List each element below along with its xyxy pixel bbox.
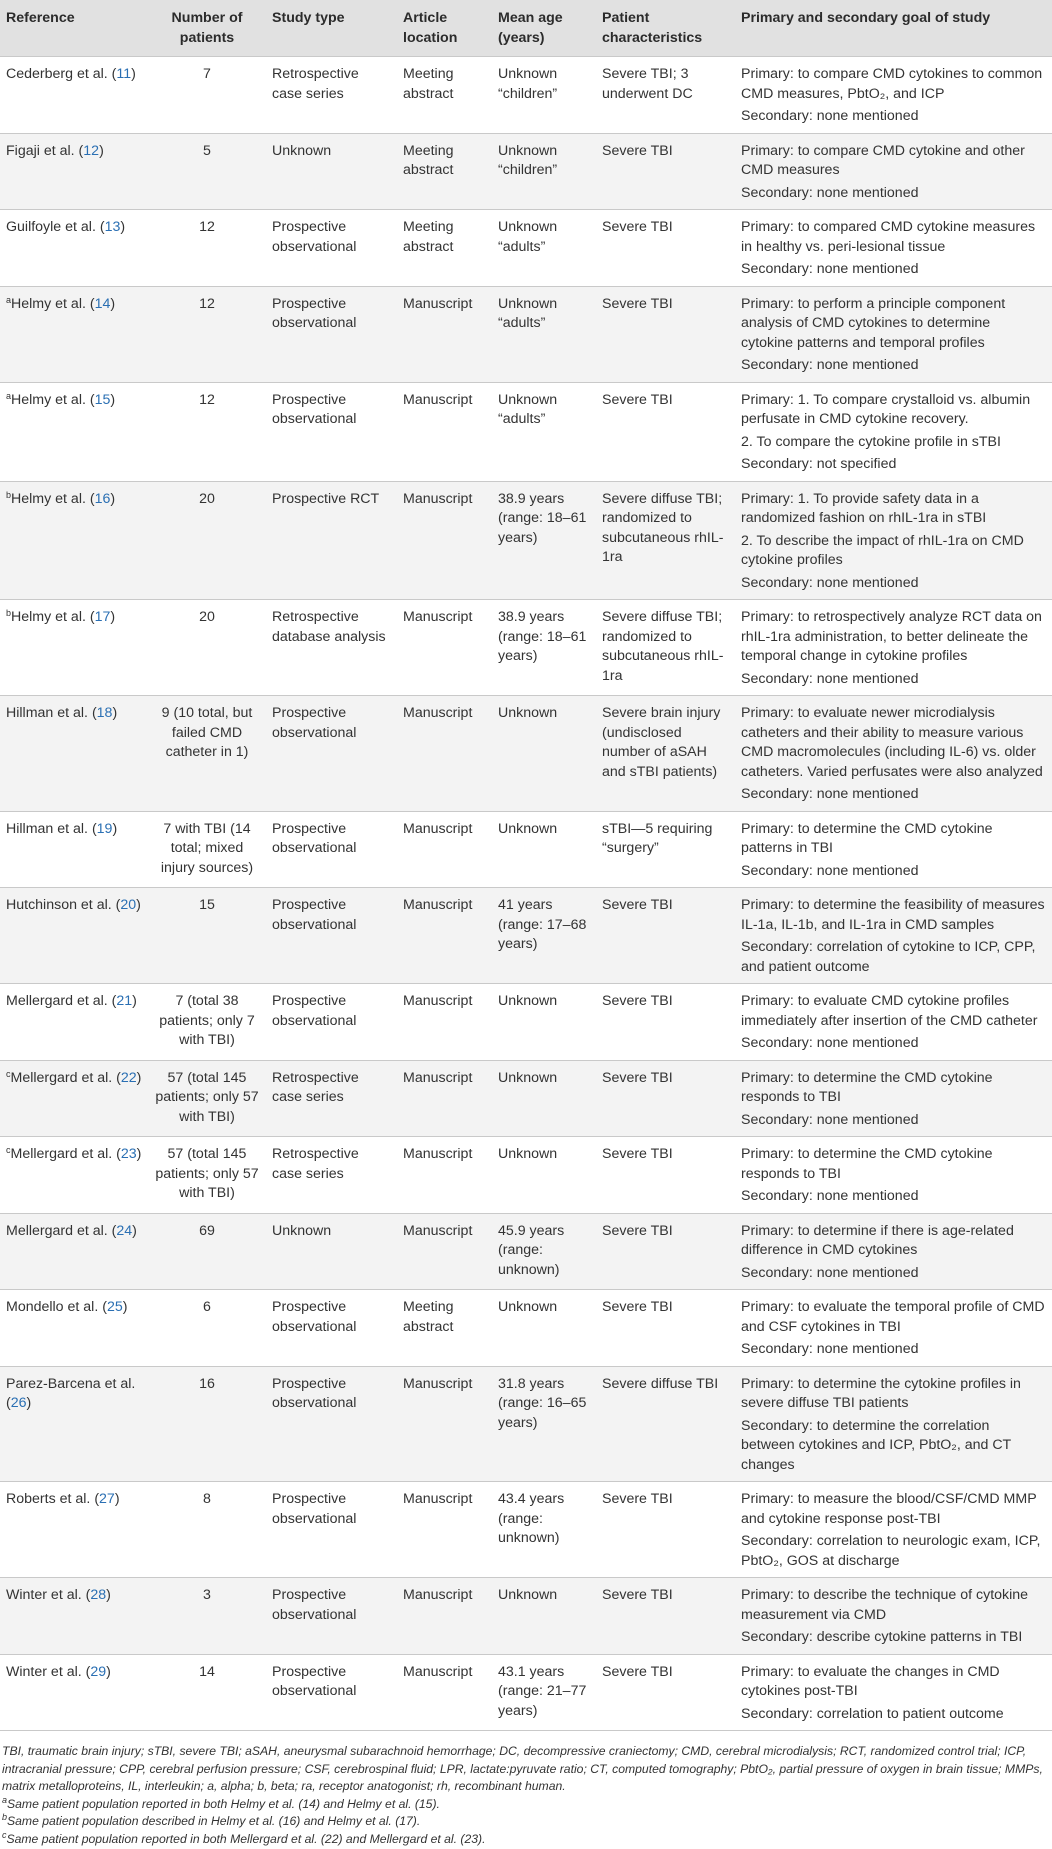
goal-cell: [735, 1290, 1052, 1367]
patient-characteristics-cell: Severe TBI: [602, 1222, 673, 1239]
reference-cell: [0, 984, 148, 1061]
patients-cell: 20: [199, 490, 215, 507]
reference-close: ): [99, 142, 104, 159]
mean-age-cell: 31.8 years (range: 16–65 years): [498, 1375, 587, 1431]
study-type-cell: Prospective observational: [272, 219, 357, 255]
footnote-marker: a: [6, 294, 12, 305]
reference-close: ): [131, 66, 136, 82]
patient-characteristics-cell: Severe TBI: [602, 1069, 673, 1086]
article-location-cell: Meeting abstract: [403, 1299, 454, 1335]
patients-cell: 6: [203, 1299, 211, 1315]
reference-author: Helmy et al. (: [11, 490, 95, 507]
reference-cell: [0, 1213, 148, 1290]
patient-characteristics-cell: Severe TBI: [602, 295, 673, 312]
footnote-b-marker: b: [2, 1812, 8, 1823]
goal-line: Secondary: not specified: [741, 456, 897, 472]
goal-cell: [735, 1213, 1052, 1290]
article-location-cell: Manuscript: [403, 820, 473, 837]
patients-cell: 7 with TBI (14 total; mixed injury sources): [160, 820, 254, 876]
footnote-marker: b: [6, 489, 12, 500]
patients-cell: 57 (total 145 patients; only 57 with TBI): [155, 1069, 259, 1125]
article-location-cell: Manuscript: [403, 391, 473, 408]
mean-age-cell: Unknown “adults”: [498, 295, 558, 331]
goal-line: Secondary: correlation of cytokine to ICP, CPP, and patient outcome: [741, 939, 1036, 975]
reference-author: Figaji et al. (: [6, 142, 84, 159]
reference-close: ): [136, 1069, 142, 1086]
study-type-cell: Unknown: [272, 1222, 332, 1239]
reference-citation-link[interactable]: 14: [94, 295, 111, 312]
mean-age-cell: Unknown “children”: [498, 66, 558, 102]
table-row: [0, 481, 1052, 600]
goal-line: Secondary: describe cytokine patterns in TBI: [741, 1629, 1023, 1645]
header-number-of-patients: Number of patients: [171, 10, 243, 46]
goal-cell: [735, 811, 1052, 888]
article-location-cell: Manuscript: [403, 705, 473, 721]
patient-characteristics-cell: Severe TBI; 3 underwent DC: [602, 66, 693, 102]
goal-line: Secondary: none mentioned: [741, 184, 919, 201]
patients-cell: 8: [203, 1491, 211, 1507]
article-location-cell: Manuscript: [403, 1663, 473, 1680]
goal-cell: [735, 696, 1052, 812]
table-row: [0, 382, 1052, 481]
reference-close: ): [132, 993, 137, 1009]
goal-line: Primary: to compared CMD cytokine measures in healthy vs. peri-lesional tissue: [741, 219, 1036, 255]
mean-age-cell: 43.1 years (range: 21–77 years): [498, 1663, 587, 1719]
reference-citation-link[interactable]: 21: [116, 993, 133, 1009]
reference-cell: [0, 1290, 148, 1367]
table-row: [0, 1060, 1052, 1137]
reference-author: Roberts et al. (: [6, 1491, 100, 1507]
reference-author: Helmy et al. (: [11, 391, 95, 408]
reference-author: Mellergard et al. (: [10, 1069, 121, 1086]
reference-cell: [0, 1654, 148, 1731]
reference-close: ): [110, 490, 116, 507]
table-row: [0, 888, 1052, 984]
reference-author: Hillman et al. (: [6, 820, 97, 837]
study-type-cell: Prospective observational: [272, 820, 357, 856]
goal-cell: [735, 1366, 1052, 1482]
study-type-cell: Prospective observational: [272, 1299, 357, 1335]
reference-close: ): [122, 1299, 128, 1315]
footnote-marker: a: [6, 390, 12, 401]
reference-cell: [0, 696, 148, 812]
reference-author: Mellergard et al. (: [6, 1222, 117, 1239]
header-article-location: Article location: [403, 10, 458, 46]
goal-line: Secondary: to determine the correlation between cytokines and ICP, PbtO₂, and CT changes: [741, 1417, 1011, 1473]
table-row: [0, 210, 1052, 287]
article-location-cell: Manuscript: [403, 609, 473, 625]
reference-author: Hillman et al. (: [6, 705, 97, 721]
goal-line: Secondary: correlation to neurologic exam, ICP, PbtO₂, GOS at discharge: [741, 1533, 1041, 1569]
table-footnotes: [0, 1731, 1052, 1849]
patient-characteristics-cell: Severe TBI: [602, 219, 673, 235]
patients-cell: 16: [199, 1375, 215, 1392]
study-type-cell: Prospective observational: [272, 391, 357, 427]
article-location-cell: Meeting abstract: [403, 66, 454, 102]
header-study-type: Study type: [272, 10, 345, 26]
reference-author: Helmy et al. (: [11, 609, 95, 625]
goal-line: Primary: 1. To compare crystalloid vs. albumin perfusate in CMD cytokine recovery.: [741, 391, 1031, 427]
goal-line: Primary: to retrospectively analyze RCT data on rhIL-1ra administration, to better delineate the temporal change in cytokine profiles: [741, 609, 1042, 664]
reference-close: ): [136, 897, 141, 913]
reference-close: ): [26, 1395, 32, 1411]
header-reference: Reference: [6, 10, 75, 26]
mean-age-cell: Unknown: [498, 1587, 558, 1603]
article-location-cell: Manuscript: [403, 295, 473, 312]
mean-age-cell: 38.9 years (range: 18–61 years): [498, 609, 587, 664]
goal-line: Primary: to compare CMD cytokine and other CMD measures: [741, 142, 1025, 178]
goal-cell: [735, 481, 1052, 600]
patient-characteristics-cell: Severe TBI: [602, 897, 673, 913]
article-location-cell: Manuscript: [403, 490, 473, 507]
goal-cell: [735, 888, 1052, 984]
patients-cell: 57 (total 145 patients; only 57 with TBI): [155, 1146, 259, 1201]
reference-citation-link[interactable]: 28: [90, 1587, 107, 1603]
reference-cell: [0, 481, 148, 600]
article-location-cell: Manuscript: [403, 1587, 473, 1603]
footnote-b-text: Same patient population described in Helmy et al. (16) and Helmy et al. (17).: [7, 1814, 421, 1829]
patient-characteristics-cell: Severe diffuse TBI; randomized to subcutaneous rhIL-1ra: [602, 609, 724, 684]
patients-cell: 12: [199, 219, 215, 235]
goal-line: Primary: to evaluate CMD cytokine profiles immediately after insertion of the CMD catheter: [741, 993, 1038, 1029]
mean-age-cell: Unknown: [498, 1146, 558, 1162]
table-row: [0, 286, 1052, 382]
reference-close: ): [110, 609, 116, 625]
footnote-marker: c: [6, 1068, 11, 1079]
table-row: [0, 1366, 1052, 1482]
goal-line: Primary: to determine the feasibility of measures IL-1a, IL-1b, and IL-1ra in CMD samples: [741, 897, 1045, 933]
study-type-cell: Prospective RCT: [272, 490, 380, 507]
patient-characteristics-cell: Severe diffuse TBI: [602, 1375, 719, 1392]
goal-cell: [735, 57, 1052, 134]
footnote-a: [2, 1796, 1050, 1814]
goal-line: Secondary: none mentioned: [741, 862, 919, 879]
article-location-cell: Meeting abstract: [403, 142, 454, 178]
reference-cell: [0, 1578, 148, 1655]
goal-line: Secondary: none mentioned: [741, 1035, 919, 1051]
table-row: [0, 1578, 1052, 1655]
footnote-a-text: Same patient population reported in both Helmy et al. (14) and Helmy et al. (15).: [7, 1796, 440, 1811]
reference-citation-link[interactable]: 29: [90, 1663, 107, 1680]
mean-age-cell: Unknown: [498, 705, 558, 721]
study-type-cell: Prospective observational: [272, 705, 357, 741]
goal-line: Primary: to determine the CMD cytokine responds to TBI: [741, 1146, 993, 1182]
reference-close: ): [110, 391, 116, 408]
patient-characteristics-cell: Severe TBI: [602, 1299, 673, 1315]
reference-cell: [0, 57, 148, 134]
article-location-cell: Manuscript: [403, 1146, 473, 1162]
goal-cell: [735, 382, 1052, 481]
reference-author: Mondello et al. (: [6, 1299, 107, 1315]
table-header: [0, 0, 1052, 57]
reference-cell: [0, 888, 148, 984]
study-type-cell: Prospective observational: [272, 295, 357, 331]
article-location-cell: Manuscript: [403, 1222, 473, 1239]
patient-characteristics-cell: Severe TBI: [602, 142, 673, 159]
article-location-cell: Manuscript: [403, 993, 473, 1009]
mean-age-cell: 38.9 years (range: 18–61 years): [498, 490, 587, 546]
goal-cell: [735, 1654, 1052, 1731]
study-type-cell: Prospective observational: [272, 993, 357, 1029]
study-type-cell: Retrospective database analysis: [272, 609, 386, 645]
goal-line: Secondary: none mentioned: [741, 1188, 919, 1204]
reference-citation-link[interactable]: 12: [83, 142, 100, 159]
study-type-cell: Unknown: [272, 142, 332, 159]
reference-cell: [0, 600, 148, 696]
patient-characteristics-cell: Severe brain injury (undisclosed number of aSAH and sTBI patients): [602, 705, 721, 780]
article-location-cell: Manuscript: [403, 1375, 473, 1392]
reference-cell: [0, 1060, 148, 1137]
patient-characteristics-cell: Severe TBI: [602, 1587, 673, 1603]
reference-author: Mellergard et al. (: [6, 993, 117, 1009]
reference-author: Cederberg et al. (: [6, 66, 117, 82]
goal-line: Secondary: none mentioned: [741, 108, 919, 124]
mean-age-cell: Unknown: [498, 1069, 558, 1086]
study-type-cell: Prospective observational: [272, 1587, 357, 1623]
patients-cell: 7: [203, 66, 211, 82]
header-goal: Primary and secondary goal of study: [741, 10, 991, 26]
patient-characteristics-cell: Severe diffuse TBI; randomized to subcutaneous rhIL-1ra: [602, 490, 724, 565]
reference-citation-link[interactable]: 11: [116, 66, 132, 82]
mean-age-cell: 41 years (range: 17–68 years): [498, 897, 587, 952]
goal-cell: [735, 286, 1052, 382]
goal-line: Secondary: none mentioned: [741, 357, 919, 373]
reference-close: ): [112, 820, 118, 837]
mean-age-cell: Unknown: [498, 1299, 558, 1315]
footnote-b: [2, 1813, 1050, 1831]
reference-author: Winter et al. (: [6, 1587, 91, 1603]
table-row: [0, 696, 1052, 812]
reference-cell: [0, 1482, 148, 1578]
reference-close: ): [106, 1587, 111, 1603]
table-row: [0, 811, 1052, 888]
goal-line: Primary: to determine the CMD cytokine responds to TBI: [741, 1069, 993, 1105]
goal-line: Primary: to determine the CMD cytokine patterns in TBI: [741, 820, 993, 856]
goal-line: Secondary: none mentioned: [741, 1341, 919, 1357]
article-location-cell: Manuscript: [403, 897, 473, 913]
table-row: [0, 600, 1052, 696]
reference-close: ): [132, 1222, 137, 1239]
footnote-marker: c: [6, 1145, 11, 1155]
table-row: [0, 57, 1052, 134]
goal-cell: [735, 133, 1052, 210]
reference-close: ): [120, 219, 126, 235]
reference-author: Hutchinson et al. (: [6, 897, 121, 913]
goal-line: Primary: to determine the cytokine profiles in severe diffuse TBI patients: [741, 1375, 1021, 1411]
table-row: [0, 984, 1052, 1061]
footnote-a-marker: a: [2, 1794, 8, 1805]
reference-cell: [0, 382, 148, 481]
reference-close: ): [106, 1663, 111, 1680]
reference-author: Helmy et al. (: [11, 295, 95, 312]
reference-cell: [0, 210, 148, 287]
study-type-cell: Prospective observational: [272, 1663, 357, 1699]
study-type-cell: Retrospective case series: [272, 1146, 359, 1182]
patients-cell: 14: [199, 1663, 215, 1680]
patients-cell: 15: [199, 897, 215, 913]
patient-characteristics-cell: Severe TBI: [602, 1663, 673, 1680]
footnote-c-marker: c: [2, 1829, 7, 1840]
article-location-cell: Meeting abstract: [403, 219, 454, 255]
reference-citation-link[interactable]: 13: [104, 219, 121, 235]
reference-citation-link[interactable]: 22: [120, 1069, 137, 1086]
goal-line: Secondary: none mentioned: [741, 261, 919, 277]
reference-citation-link[interactable]: 17: [94, 609, 111, 625]
study-type-cell: Prospective observational: [272, 1375, 357, 1411]
goal-line: Primary: to evaluate the temporal profile of CMD and CSF cytokines in TBI: [741, 1299, 1045, 1335]
goal-line: Primary: 1. To provide safety data in a randomized fashion on rhIL-1ra in sTBI: [741, 490, 987, 526]
mean-age-cell: Unknown “adults”: [498, 219, 558, 255]
mean-age-cell: Unknown “adults”: [498, 391, 558, 427]
table-row: [0, 1213, 1052, 1290]
patients-cell: 20: [199, 609, 215, 625]
reference-citation-link[interactable]: 25: [106, 1299, 123, 1315]
mean-age-cell: Unknown: [498, 993, 558, 1009]
reference-author: Winter et al. (: [6, 1663, 91, 1680]
patient-characteristics-cell: Severe TBI: [602, 391, 673, 408]
goal-cell: [735, 1482, 1052, 1578]
footnote-abbreviations: TBI, traumatic brain injury; sTBI, severe TBI; aSAH, aneurysmal subarachnoid hemorrhage; DC, decompressive craniectomy; CMD, cerebral microdialysis; RCT, randomized control trial; ICP, intracranial pressure; CPP, cerebral perfusion pressure; CSF, cerebrospinal fluid; LPR, lactate:pyruvate ratio; CT, computed tomography; PbtO₂, partial pressure of oxygen in brain tissue; MMPs, matrix metalloproteins, IL, interleukin; a, alpha; b, beta; ra, receptor anatogonist; rh, recombinant human.: [2, 1744, 1043, 1794]
reference-citation-link[interactable]: 15: [94, 391, 111, 408]
table-row: [0, 1137, 1052, 1214]
reference-citation-link[interactable]: 26: [10, 1395, 27, 1411]
goal-line: Secondary: none mentioned: [741, 1111, 919, 1128]
goal-line: Primary: to evaluate the changes in CMD cytokines post-TBI: [741, 1663, 1000, 1699]
mean-age-cell: 45.9 years (range: unknown): [498, 1222, 565, 1278]
reference-close: ): [110, 295, 116, 312]
reference-author: Parez-Barcena et al. (: [6, 1375, 136, 1411]
study-type-cell: Prospective observational: [272, 1491, 357, 1527]
mean-age-cell: 43.4 years (range: unknown): [498, 1491, 565, 1546]
goal-line: Primary: to evaluate newer microdialysis catheters and their ability to measure various CMD macromolecules (including IL-6) vs. older catheters. Varied perfusates were also analyzed: [741, 705, 1043, 780]
reference-close: ): [136, 1146, 142, 1162]
reference-citation-link[interactable]: 18: [96, 705, 113, 721]
reference-cell: [0, 1137, 148, 1214]
patients-cell: 69: [199, 1222, 215, 1239]
goal-cell: [735, 1060, 1052, 1137]
goal-cell: [735, 210, 1052, 287]
goal-cell: [735, 1578, 1052, 1655]
reference-cell: [0, 811, 148, 888]
patient-characteristics-cell: sTBI—5 requiring “surgery”: [602, 820, 713, 856]
table-body: [0, 57, 1052, 1731]
table-row: [0, 1482, 1052, 1578]
reference-citation-link[interactable]: 16: [94, 490, 111, 507]
patient-characteristics-cell: Severe TBI: [602, 1491, 673, 1507]
patient-characteristics-cell: Severe TBI: [602, 1146, 673, 1162]
reference-citation-link[interactable]: 20: [120, 897, 137, 913]
reference-cell: [0, 286, 148, 382]
goal-line: Secondary: none mentioned: [741, 574, 919, 591]
reference-close: ): [112, 705, 118, 721]
reference-citation-link[interactable]: 19: [96, 820, 113, 837]
patients-cell: 9 (10 total, but failed CMD catheter in 1): [161, 705, 253, 760]
reference-citation-link[interactable]: 27: [99, 1491, 115, 1507]
study-type-cell: Retrospective case series: [272, 66, 359, 102]
footnote-marker: b: [6, 608, 12, 618]
goal-line: Primary: to compare CMD cytokines to common CMD measures, PbtO₂, and ICP: [741, 66, 1043, 102]
goal-line: Primary: to describe the technique of cytokine measurement via CMD: [741, 1587, 1029, 1623]
header-row: [0, 0, 1052, 57]
goal-cell: [735, 984, 1052, 1061]
mean-age-cell: Unknown “children”: [498, 142, 558, 178]
reference-citation-link[interactable]: 24: [116, 1222, 133, 1239]
reference-cell: [0, 1366, 148, 1482]
reference-close: ): [114, 1491, 120, 1507]
table-row: [0, 1290, 1052, 1367]
goal-line: Secondary: none mentioned: [741, 670, 919, 687]
goal-line: Primary: to perform a principle component analysis of CMD cytokines to determine cytokine patterns and temporal profiles: [741, 295, 1006, 351]
patients-cell: 5: [203, 142, 211, 159]
goal-line: Secondary: none mentioned: [741, 1264, 919, 1281]
study-type-cell: Retrospective case series: [272, 1069, 359, 1105]
patients-cell: 12: [199, 295, 215, 312]
study-type-cell: Prospective observational: [272, 897, 357, 933]
table-row: [0, 1654, 1052, 1731]
goal-line: Secondary: none mentioned: [741, 786, 919, 802]
goal-line: Primary: to measure the blood/CSF/CMD MMP and cytokine response post-TBI: [741, 1491, 1037, 1527]
table-row: [0, 133, 1052, 210]
article-location-cell: Manuscript: [403, 1069, 473, 1086]
reference-citation-link[interactable]: 23: [120, 1146, 137, 1162]
goal-line: Secondary: correlation to patient outcome: [741, 1705, 1004, 1722]
mean-age-cell: Unknown: [498, 820, 558, 837]
goal-line: 2. To describe the impact of rhIL-1ra on CMD cytokine profiles: [741, 532, 1024, 568]
header-mean-age: Mean age (years): [498, 10, 563, 46]
article-location-cell: Manuscript: [403, 1491, 473, 1507]
footnote-c-text: Same patient population reported in both Mellergard et al. (22) and Mellergard et al. (23).: [6, 1831, 486, 1846]
patients-cell: 7 (total 38 patients; only 7 with TBI): [159, 993, 255, 1048]
patients-cell: 3: [203, 1587, 211, 1603]
footnote-c: [2, 1831, 1050, 1849]
goal-line: 2. To compare the cytokine profile in sTBI: [741, 433, 1001, 450]
goal-line: Primary: to determine if there is age-related difference in CMD cytokines: [741, 1222, 1014, 1258]
patient-characteristics-cell: Severe TBI: [602, 993, 673, 1009]
reference-author: Mellergard et al. (: [10, 1146, 121, 1162]
patients-cell: 12: [199, 391, 215, 408]
goal-cell: [735, 1137, 1052, 1214]
goal-cell: [735, 600, 1052, 696]
reference-cell: [0, 133, 148, 210]
reference-author: Guilfoyle et al. (: [6, 219, 105, 235]
header-patient-characteristics: Patient characteristics: [602, 10, 703, 46]
